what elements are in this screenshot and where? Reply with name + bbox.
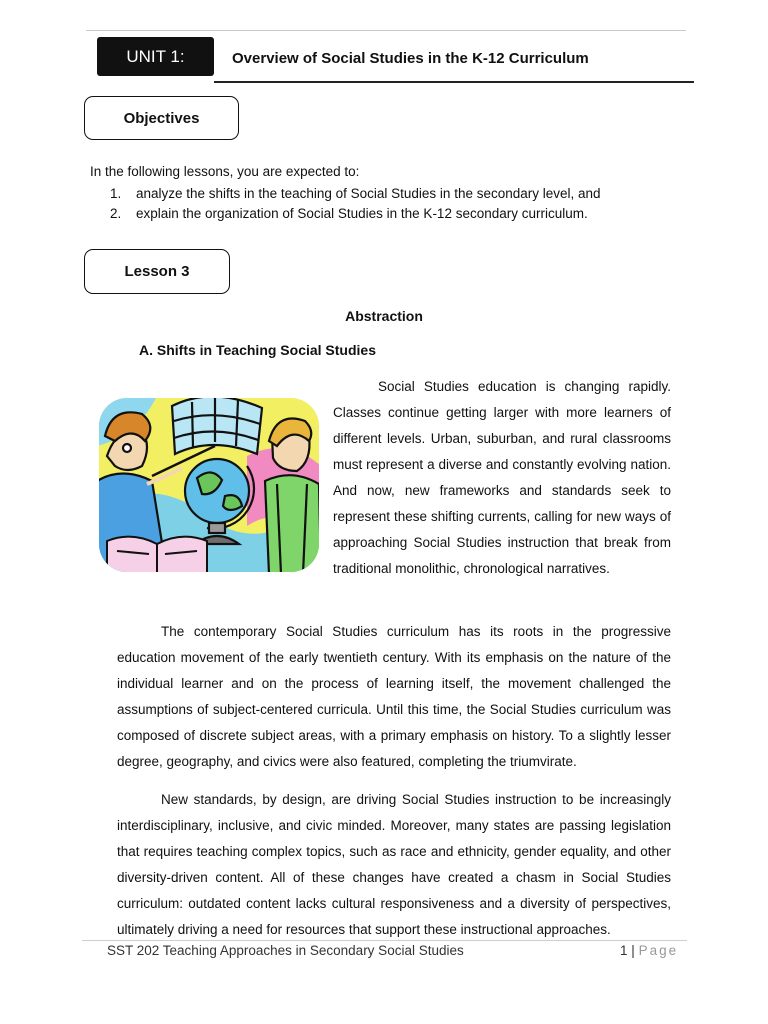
footer-rule: [82, 940, 687, 941]
section-title: A. Shifts in Teaching Social Studies: [139, 342, 377, 358]
objectives-list: [110, 184, 601, 224]
paragraph-2: The contemporary Social Studies curriculum has its roots in the progressive education movement of the early twentieth century. With its emphasis on the nature of the individual learner and on the process of learning itself, the movement challenged the assumptions of subject-centered curricula. Until this time, the Social Studies curriculum was composed of discrete subject areas, with a primary emphasis on history. To a slightly lesser degree, geography, and civics were also featured, completing the triumvirate.: [117, 624, 671, 769]
objective-number: 2.: [110, 206, 122, 221]
objectives-label: Objectives: [123, 109, 200, 127]
footer-page: [620, 943, 678, 958]
objectives-box: [84, 96, 239, 140]
lesson-box: [84, 249, 230, 294]
page-separator: |: [631, 943, 635, 958]
objectives-intro: In the following lessons, you are expected to:: [90, 164, 360, 179]
lesson-label: Lesson 3: [124, 263, 190, 280]
objective-item: [110, 184, 601, 204]
unit-title: Overview of Social Studies in the K-12 Curriculum: [232, 50, 589, 67]
abstraction-heading: Abstraction: [345, 308, 423, 324]
objective-text: analyze the shifts in the teaching of Social Studies in the secondary level, and: [136, 186, 601, 201]
paragraph-3: New standards, by design, are driving Social Studies instruction to be increasingly interdisciplinary, inclusive, and civic minded. Moreover, many states are passing legislation that requires teaching complex topics, such as race and ethnicity, gender equality, and other diversity-driven content. All of these changes have created a chasm in Social Studies curriculum: outdated content lacks cultural responsiveness and a diversity of perspectives, ultimately driving a need for resources that support these instructional approaches.: [117, 792, 671, 937]
objective-number: 1.: [110, 186, 122, 201]
top-rule: [86, 30, 686, 31]
classroom-globe-illustration: [97, 396, 321, 574]
unit-label: UNIT 1:: [126, 46, 185, 66]
page-number: 1: [620, 943, 628, 958]
page-word: Page: [638, 943, 679, 958]
footer-course: SST 202 Teaching Approaches in Secondary Social Studies: [107, 943, 464, 958]
paragraph-1: Social Studies education is changing rapidly. Classes continue getting larger with more learners of different levels. Urban, suburban, and rural classrooms must represent a diverse and constantly evolving nation. And now, new frameworks and standards seek to represent these shifting currents, calling for new ways of approaching Social Studies instruction that break from traditional monolithic, chronological narratives.: [333, 379, 671, 576]
objective-item: [110, 204, 601, 224]
title-rule: [214, 81, 694, 83]
objective-text: explain the organization of Social Studies in the K-12 secondary curriculum.: [136, 206, 588, 221]
unit-badge: [97, 37, 214, 76]
